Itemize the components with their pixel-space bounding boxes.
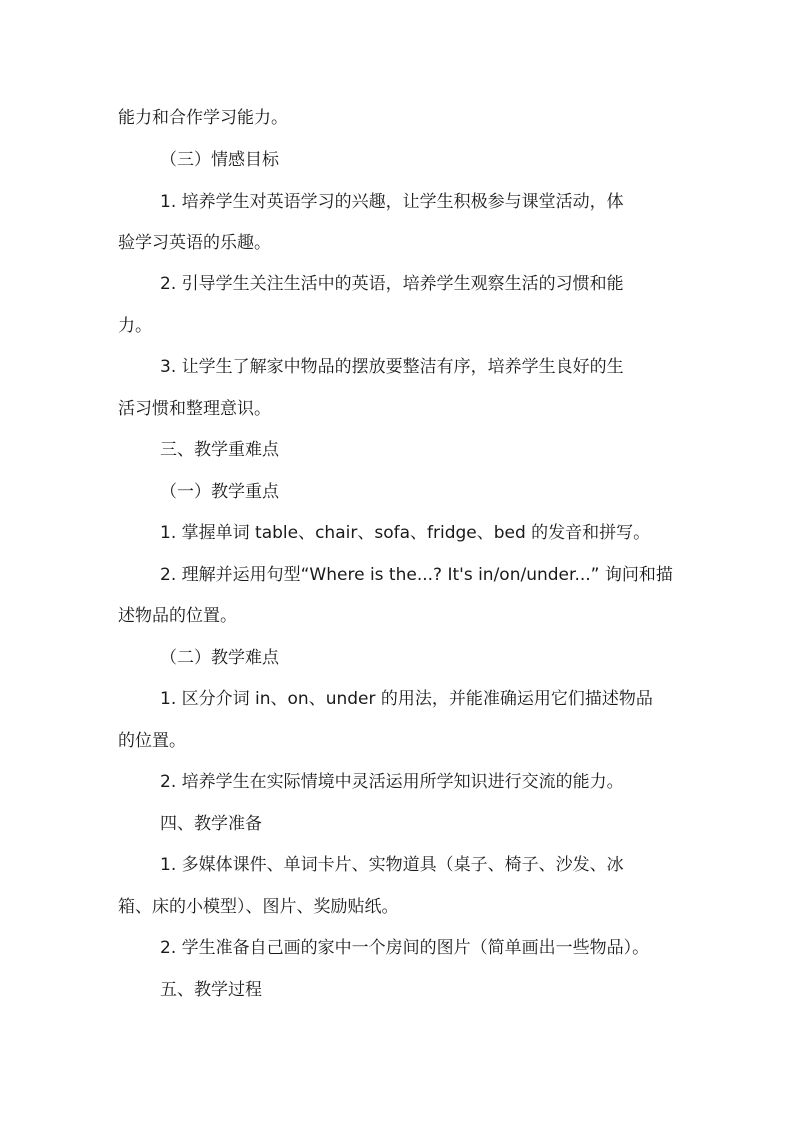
text-line: 活习惯和整理意识。 [118, 399, 271, 419]
text-line: 2. 理解并运用句型“Where is the...? It's in/on/under...” 询问和描 [160, 565, 673, 585]
section-heading: 三、教学重难点 [160, 440, 279, 460]
text-line: 的位置。 [118, 731, 186, 751]
text-line: 1. 多媒体课件、单词卡片、实物道具（桌子、椅子、沙发、冰 [160, 855, 624, 875]
text-line: 验学习英语的乐趣。 [118, 233, 271, 253]
text-line: 能力和合作学习能力。 [118, 108, 288, 128]
text-line: 2. 培养学生在实际情境中灵活运用所学知识进行交流的能力。 [160, 772, 624, 792]
section-heading: 五、教学过程 [160, 980, 262, 1000]
text-line: 箱、床的小模型）、图片、奖励贴纸。 [118, 897, 399, 917]
section-heading: （一）教学重点 [160, 482, 279, 502]
section-heading: （三）情感目标 [160, 150, 279, 170]
text-line: 1. 培养学生对英语学习的兴趣，让学生积极参与课堂活动，体 [160, 192, 624, 212]
section-heading: （二）教学难点 [160, 648, 279, 668]
text-line: 述物品的位置。 [118, 606, 237, 626]
section-heading: 四、教学准备 [160, 814, 262, 834]
text-line: 1. 掌握单词 table、chair、sofa、fridge、bed 的发音和拼写。 [160, 523, 651, 543]
text-line: 3. 让学生了解家中物品的摆放要整洁有序，培养学生良好的生 [160, 357, 624, 377]
text-line: 2. 学生准备自己画的家中一个房间的图片（简单画出一些物品）。 [160, 938, 650, 958]
text-line: 力。 [118, 316, 152, 336]
text-line: 2. 引导学生关注生活中的英语，培养学生观察生活的习惯和能 [160, 274, 624, 294]
text-line: 1. 区分介词 in、on、under 的用法，并能准确运用它们描述物品 [160, 689, 653, 709]
